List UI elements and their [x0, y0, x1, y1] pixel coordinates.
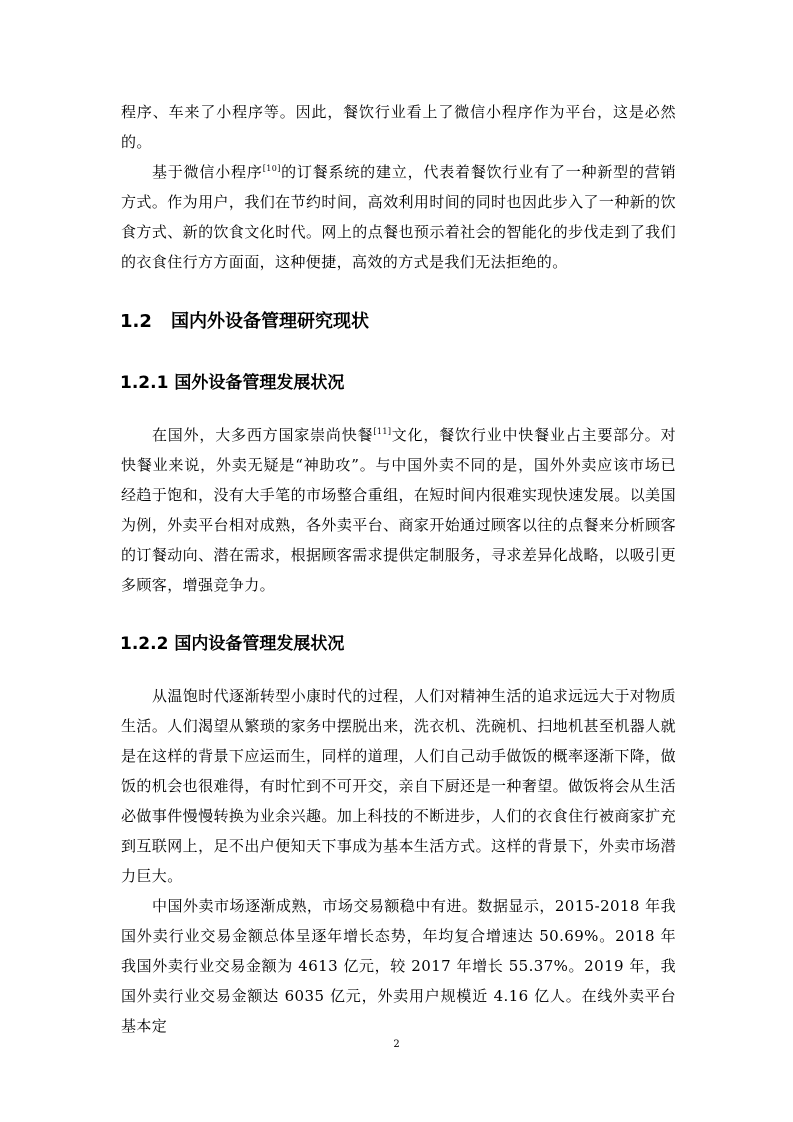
- paragraph-text: 在国外，大多西方国家崇尚快餐: [152, 426, 374, 444]
- paragraph-wechat-ordering: [121, 157, 676, 277]
- page-number: 2: [393, 1039, 400, 1050]
- section-number: 1.2: [120, 311, 152, 332]
- section-title: 国内外设备管理研究现状: [171, 311, 369, 332]
- paragraph-market-data: 中国外卖市场逐渐成熟，市场交易额稳中有进。数据显示，2015-2018 年我国外卖行业交易金额总体呈逐年增长态势，年均复合增速达 50.69%。2018 年我国外卖行业交易金额为 4613 亿元，较 2017 年增长 55.37%。2019 年，我国外卖行业交易金额达 6035 亿元，外卖用户规模近 4.16 亿人。在线外卖平台基本定: [121, 897, 676, 1035]
- paragraph-continuation: 程序、车来了小程序等。因此，餐饮行业看上了微信小程序作为平台，这是必然的。: [121, 103, 676, 151]
- citation-ref: [11]: [373, 427, 392, 436]
- paragraph-domestic-status: 从温饱时代逐渐转型小康时代的过程，人们对精神生活的追求远远大于对物质生活。人们渴望从繁琐的家务中摆脱出来，洗衣机、洗碗机、扫地机甚至机器人就是在这样的背景下应运而生，同样的道理，人们自己动手做饭的概率逐渐下降，做饭的机会也很难得，有时忙到不可开交，亲自下厨还是一种奢望。做饭将会从生活必做事件慢慢转换为业余兴趣。加上科技的不断进步，人们的衣食住行被商家扩充到互联网上，足不出户便知天下事成为基本生活方式。这样的背景下，外卖市场潜力巨大。: [121, 687, 676, 885]
- paragraph-text: 的订餐系统的建立，代表着餐饮行业有了一种新型的营销方式。作为用户，我们在节约时间，高效利用时间的同时也因此步入了一种新的饮食方式、新的饮食文化时代。网上的点餐也预示着社会的智能化的步伐走到了我们的衣食住行方方面面，这种便捷，高效的方式是我们无法拒绝的。: [121, 163, 676, 271]
- subsection-heading-1-2-1: 1.2.1 国外设备管理发展状况: [120, 373, 345, 393]
- citation-ref: [10]: [262, 164, 281, 173]
- paragraph-text: 文化，餐饮行业中快餐业占主要部分。对快餐业来说，外卖无疑是“神助攻”。与中国外卖不同的是，国外外卖应该市场已经趋于饱和，没有大手笔的市场整合重组，在短时间内很难实现快速发展。以美国为例，外卖平台相对成熟，各外卖平台、商家开始通过顾客以往的点餐来分析顾客的订餐动向、潜在需求，根据顾客需求提供定制服务，寻求差异化战略，以吸引更多顾客，增强竞争力。: [121, 426, 676, 594]
- section-heading-1-2: [120, 310, 369, 334]
- paragraph-text: 基于微信小程序: [152, 163, 263, 181]
- paragraph-foreign-status: [121, 420, 676, 600]
- subsection-heading-1-2-2: 1.2.2 国内设备管理发展状况: [120, 634, 345, 654]
